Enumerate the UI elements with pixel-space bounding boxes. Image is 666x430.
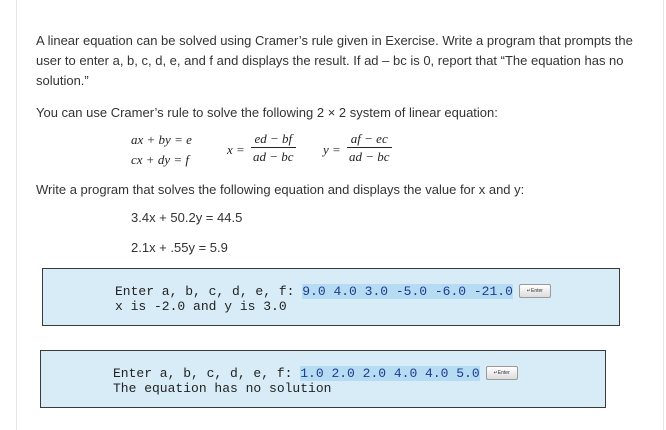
y-numerator: af − ec: [350, 131, 388, 146]
user-input: 1.0 2.0 2.0 4.0 4.0 5.0: [300, 366, 480, 381]
sample-run-1: [42, 268, 620, 326]
x-label: x =: [227, 142, 245, 157]
given-equation-1: 3.4x + 50.2y = 44.5: [131, 210, 243, 225]
console-output-line: The equation has no solution: [113, 381, 332, 396]
enter-key-icon: ↵Enter: [519, 284, 551, 298]
y-label: y =: [323, 142, 341, 157]
console-output-line: x is -2.0 and y is 3.0: [115, 299, 287, 314]
sample-run-2: [40, 350, 606, 408]
system-equation-2: cx + dy = f: [131, 152, 189, 167]
user-input: 9.0 4.0 3.0 -5.0 -6.0 -21.0: [302, 284, 513, 299]
task-paragraph: Write a program that solves the following equation and displays the value for x and y:: [36, 182, 525, 197]
x-numerator: ed − bf: [254, 131, 293, 146]
console-prompt-line: [115, 284, 551, 300]
x-denominator: ad − bc: [253, 149, 294, 164]
x-fraction: [251, 130, 296, 165]
given-equation-2: 2.1x + .55y = 5.9: [131, 240, 228, 255]
prompt-text: Enter a, b, c, d, e, f:: [113, 366, 301, 381]
exercise-page: [16, 0, 664, 430]
cramer-rule-paragraph: You can use Cramer’s rule to solve the following 2 × 2 system of linear equation:: [36, 105, 498, 120]
intro-paragraph: A linear equation can be solved using Cramer’s rule given in Exercise. Write a program that prompts the user to enter a, b, c, d, e, and f and displays the result. If ad – bc is 0, report that “The equation has no solution.”: [36, 33, 633, 88]
y-denominator: ad − bc: [349, 149, 390, 164]
system-equation-1: ax + by = e: [131, 132, 192, 147]
enter-key-icon: ↵Enter: [486, 366, 518, 380]
y-fraction: [347, 130, 392, 165]
prompt-text: Enter a, b, c, d, e, f:: [115, 284, 303, 299]
cramer-formula: [131, 126, 451, 174]
console-prompt-line: [113, 366, 518, 382]
